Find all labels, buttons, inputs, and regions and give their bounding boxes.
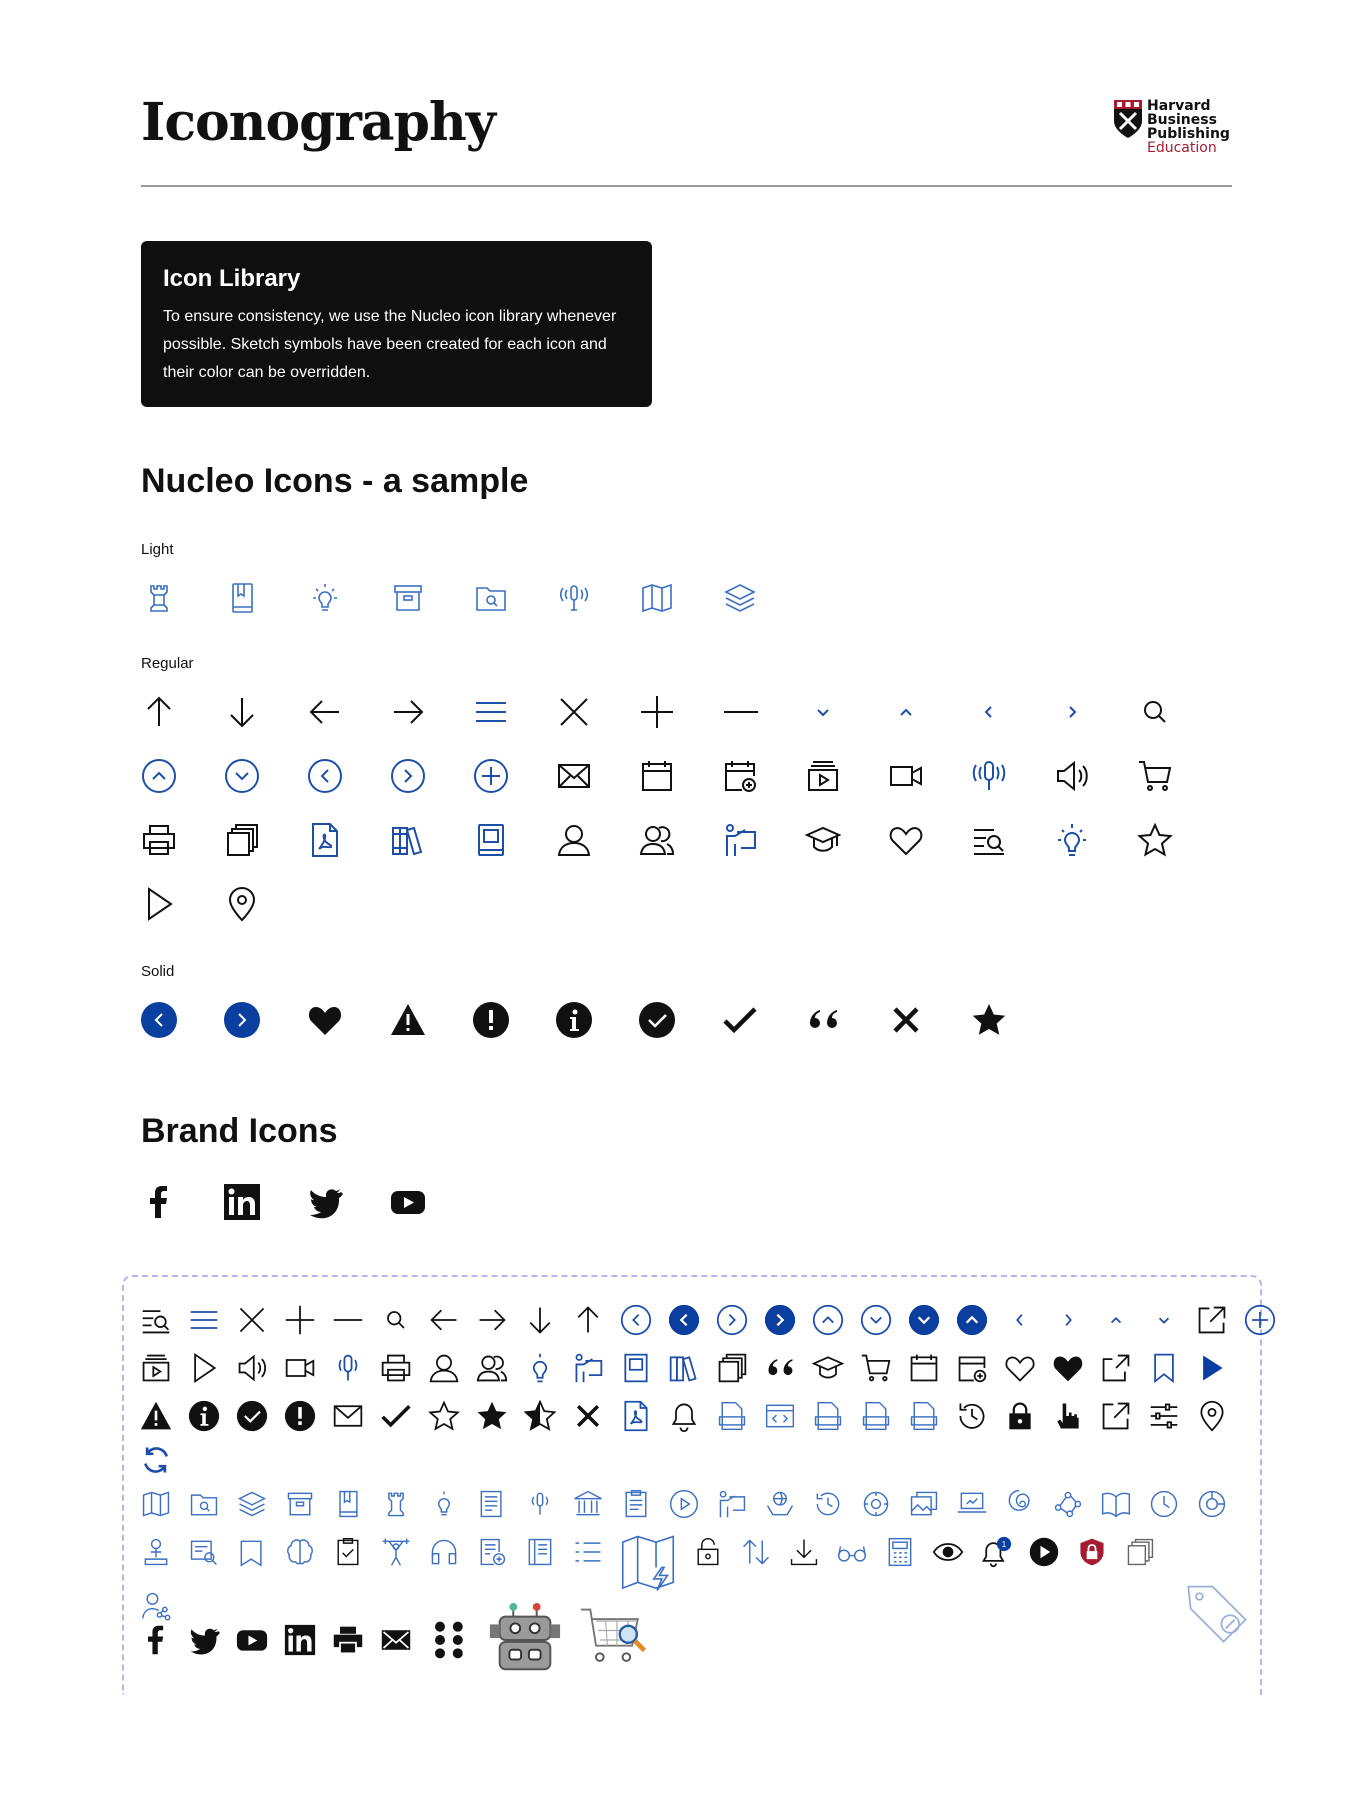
chevron-right-icon	[1054, 692, 1137, 732]
folder-search-icon	[473, 578, 556, 618]
brand-icon-row	[141, 1182, 473, 1222]
heart-solid-icon	[1044, 1348, 1092, 1388]
linkedin-icon	[276, 1620, 324, 1660]
copy-icon	[708, 1348, 756, 1388]
arrow-left-icon	[307, 692, 390, 732]
clock-rewind-icon	[804, 1484, 852, 1524]
sheet-row-8	[132, 1620, 660, 1680]
open-book-icon	[1092, 1484, 1140, 1524]
nucleo-heading: Nucleo Icons - a sample	[141, 462, 529, 500]
book-icon	[324, 1484, 372, 1524]
epub-file-icon	[900, 1396, 948, 1436]
youtube-icon	[390, 1182, 473, 1222]
target-circle-icon	[1188, 1484, 1236, 1524]
graduation-cap-icon	[805, 820, 888, 860]
video-playlist-icon	[132, 1348, 180, 1388]
page-title: Iconography	[141, 92, 495, 153]
user-podium-icon	[132, 1532, 180, 1572]
sheet-row-4	[132, 1440, 180, 1480]
arrow-up-icon	[141, 692, 224, 732]
hands-globe-icon	[756, 1484, 804, 1524]
lightbulb-light-icon	[420, 1484, 468, 1524]
star-solid-icon	[971, 1000, 1054, 1040]
sheet-row-2	[132, 1348, 1236, 1388]
pdf-file-icon	[612, 1396, 660, 1436]
circle-chevron-left-solid-icon	[141, 1000, 224, 1040]
arrow-left-icon	[420, 1300, 468, 1340]
shopping-cart-icon	[1137, 756, 1220, 796]
bank-building-icon	[564, 1484, 612, 1524]
envelope-icon	[324, 1396, 372, 1436]
harvard-shield-icon	[1113, 99, 1143, 139]
clipboard-list-icon	[612, 1484, 660, 1524]
plus-icon	[276, 1300, 324, 1340]
bulleted-list-icon	[564, 1532, 612, 1572]
light-label: Light	[141, 541, 174, 558]
heart-solid-icon	[307, 1000, 390, 1040]
warning-triangle-icon	[132, 1396, 180, 1436]
play-circle-solid-icon	[1020, 1532, 1068, 1572]
warning-triangle-icon	[390, 1000, 473, 1040]
quote-icon	[756, 1348, 804, 1388]
menu-icon	[180, 1300, 228, 1340]
minus-icon	[324, 1300, 372, 1340]
certificate-search-icon	[180, 1532, 228, 1572]
circle-chevron-right-icon	[390, 756, 473, 796]
history-icon	[948, 1396, 996, 1436]
layers-icon	[722, 578, 805, 618]
checkmark-icon	[372, 1396, 420, 1436]
external-link-icon	[1188, 1300, 1236, 1340]
graduation-cap-icon	[804, 1348, 852, 1388]
chess-rook-icon	[141, 578, 224, 618]
podcast-icon	[324, 1348, 372, 1388]
video-camera-icon	[276, 1348, 324, 1388]
star-solid-icon	[468, 1396, 516, 1436]
document-lines-icon	[468, 1484, 516, 1524]
robot-icon	[480, 1600, 570, 1680]
user-icon	[420, 1348, 468, 1388]
circle-play-icon	[660, 1484, 708, 1524]
share-icon	[1092, 1348, 1140, 1388]
close-icon	[228, 1300, 276, 1340]
unlock-icon	[684, 1532, 732, 1572]
svg-text:1: 1	[1001, 1540, 1007, 1550]
circle-chevron-up-icon	[804, 1300, 852, 1340]
facebook-icon	[141, 1182, 224, 1222]
notebook-list-icon	[516, 1532, 564, 1572]
list-search-icon	[132, 1300, 180, 1340]
sort-arrows-icon	[732, 1532, 780, 1572]
podcast-mic-icon	[556, 578, 639, 618]
close-icon	[556, 692, 639, 732]
youtube-icon	[228, 1620, 276, 1660]
refresh-icon	[132, 1440, 180, 1480]
hand-pointer-icon	[1044, 1396, 1092, 1436]
regular-icon-row-4	[141, 884, 307, 924]
solid-icon-row	[141, 1000, 1054, 1040]
users-icon	[639, 820, 722, 860]
code-window-icon	[756, 1396, 804, 1436]
star-outline-icon	[1137, 820, 1220, 860]
minus-icon	[722, 692, 805, 732]
cart-search-icon	[570, 1600, 660, 1680]
check-circle-icon	[639, 1000, 722, 1040]
clipboard-check-icon	[324, 1532, 372, 1572]
twitter-icon	[307, 1182, 390, 1222]
glasses-icon	[828, 1532, 876, 1572]
sliders-icon	[1140, 1396, 1188, 1436]
headphones-icon	[420, 1532, 468, 1572]
logo-line-business: Business	[1147, 112, 1217, 128]
circle-chevron-left-solid-icon	[660, 1300, 708, 1340]
download-icon	[780, 1532, 828, 1572]
lock-solid-icon	[996, 1396, 1044, 1436]
card-body: To ensure consistency, we use the Nucleo icon library whenever possible. Sketch symbols have been created for each icon and their color can be overridden.	[163, 308, 617, 381]
book-bookmark-icon	[228, 1532, 276, 1572]
play-outline-icon	[180, 1348, 228, 1388]
circle-chevron-right-solid-icon	[756, 1300, 804, 1340]
spiral-icon	[996, 1484, 1044, 1524]
archive-box-icon	[276, 1484, 324, 1524]
brain-icon	[276, 1532, 324, 1572]
video-camera-icon	[888, 756, 971, 796]
logo-line-publishing: Publishing	[1147, 126, 1230, 142]
document-add-icon	[468, 1532, 516, 1572]
user-icon	[556, 820, 639, 860]
heart-outline-icon	[996, 1348, 1044, 1388]
circle-plus-icon	[473, 756, 556, 796]
network-nodes-icon	[1044, 1484, 1092, 1524]
regular-icon-row-3	[141, 820, 1220, 860]
chevron-up-icon	[888, 692, 971, 732]
printer-icon	[372, 1348, 420, 1388]
pptx-file-icon	[804, 1396, 852, 1436]
image-gallery-icon	[900, 1484, 948, 1524]
close-bold-icon	[888, 1000, 971, 1040]
notebook-icon	[612, 1348, 660, 1388]
clock-icon	[1140, 1484, 1188, 1524]
check-circle-icon	[228, 1396, 276, 1436]
chevron-left-icon	[971, 692, 1054, 732]
brain-gear-icon	[852, 1484, 900, 1524]
pdf-doc-icon	[852, 1396, 900, 1436]
star-half-icon	[516, 1396, 564, 1436]
play-outline-icon	[141, 884, 224, 924]
linkedin-icon	[224, 1182, 307, 1222]
video-playlist-icon	[805, 756, 888, 796]
calendar-icon	[639, 756, 722, 796]
arrow-right-icon	[468, 1300, 516, 1340]
chevron-up-icon	[1092, 1300, 1140, 1340]
map-lightning-icon	[612, 1532, 684, 1596]
lightbulb-icon	[516, 1348, 564, 1388]
envelope-solid-icon	[372, 1620, 420, 1660]
calculator-icon	[876, 1532, 924, 1572]
list-search-icon	[971, 820, 1054, 860]
copy-light-icon	[1116, 1532, 1164, 1572]
speaker-icon	[228, 1348, 276, 1388]
books-icon	[390, 820, 473, 860]
teacher-board-icon	[708, 1484, 756, 1524]
sheet-row-1	[132, 1300, 1284, 1340]
podcast-mic-icon	[516, 1484, 564, 1524]
circle-plus-icon	[1236, 1300, 1284, 1340]
solid-label: Solid	[141, 963, 175, 980]
bell-icon	[660, 1396, 708, 1436]
envelope-icon	[556, 756, 639, 796]
book-icon	[224, 578, 307, 618]
eye-icon	[924, 1532, 972, 1572]
bookmark-icon	[1140, 1348, 1188, 1388]
lightbulb-icon	[307, 578, 390, 618]
map-pin-icon	[1188, 1396, 1236, 1436]
users-icon	[468, 1348, 516, 1388]
podcast-icon	[971, 756, 1054, 796]
brand-heading: Brand Icons	[141, 1112, 338, 1150]
circle-chevron-right-solid-icon	[224, 1000, 307, 1040]
books-icon	[660, 1348, 708, 1388]
folder-search-icon	[180, 1484, 228, 1524]
price-tag-discount-icon	[1182, 1578, 1252, 1648]
circle-chevron-up-icon	[141, 756, 224, 796]
circle-chevron-left-icon	[612, 1300, 660, 1340]
play-solid-icon	[1188, 1348, 1236, 1388]
circle-chevron-down-icon	[224, 756, 307, 796]
search-icon	[372, 1300, 420, 1340]
facebook-icon	[132, 1620, 180, 1660]
bell-notification-icon	[972, 1532, 1020, 1572]
close-bold-icon	[564, 1396, 612, 1436]
circle-chevron-down-icon	[852, 1300, 900, 1340]
circle-chevron-down-solid-icon	[900, 1300, 948, 1340]
quote-icon	[805, 1000, 888, 1040]
notebook-icon	[473, 820, 556, 860]
header-divider	[141, 185, 1232, 187]
app-grid-dots-icon	[420, 1620, 480, 1660]
open-external-icon	[1092, 1396, 1140, 1436]
speaker-icon	[1054, 756, 1137, 796]
presentation-teacher-icon	[722, 820, 805, 860]
chevron-down-icon	[805, 692, 888, 732]
alert-circle-icon	[276, 1396, 324, 1436]
circle-chevron-left-icon	[307, 756, 390, 796]
map-pin-icon	[224, 884, 307, 924]
printer-icon	[141, 820, 224, 860]
heart-outline-icon	[888, 820, 971, 860]
arrow-down-icon	[224, 692, 307, 732]
copy-icon	[224, 820, 307, 860]
checkmark-icon	[722, 1000, 805, 1040]
card-title: Icon Library	[163, 265, 301, 292]
plus-icon	[639, 692, 722, 732]
harvard-logo	[1113, 99, 1230, 155]
sheet-row-5	[132, 1484, 1236, 1524]
shield-lock-icon	[1068, 1532, 1116, 1572]
weightlifter-icon	[372, 1532, 420, 1572]
calendar-add-icon	[948, 1348, 996, 1388]
logo-line-harvard: Harvard	[1147, 98, 1211, 114]
chevron-left-icon	[996, 1300, 1044, 1340]
regular-icon-row-1	[141, 692, 1220, 732]
info-circle-icon	[180, 1396, 228, 1436]
chevron-down-icon	[1140, 1300, 1188, 1340]
regular-icon-row-2	[141, 756, 1220, 796]
arrow-up-icon	[564, 1300, 612, 1340]
arrow-right-icon	[390, 692, 473, 732]
map-icon	[132, 1484, 180, 1524]
search-icon	[1137, 692, 1220, 732]
logo-line-education: Education	[1147, 140, 1217, 156]
light-icon-row	[141, 578, 805, 618]
chevron-right-icon	[1044, 1300, 1092, 1340]
layers-icon	[228, 1484, 276, 1524]
shopping-cart-icon	[852, 1348, 900, 1388]
presentation-teacher-icon	[564, 1348, 612, 1388]
regular-label: Regular	[141, 655, 194, 672]
xlsx-file-icon	[708, 1396, 756, 1436]
circle-chevron-up-solid-icon	[948, 1300, 996, 1340]
calendar-add-icon	[722, 756, 805, 796]
icon-library-card	[141, 241, 652, 407]
lightbulb-regular-icon	[1054, 820, 1137, 860]
laptop-chart-icon	[948, 1484, 996, 1524]
alert-circle-icon	[473, 1000, 556, 1040]
pdf-file-icon	[307, 820, 390, 860]
sheet-row-6	[132, 1532, 1164, 1596]
arrow-down-icon	[516, 1300, 564, 1340]
archive-box-icon	[390, 578, 473, 618]
info-circle-icon	[556, 1000, 639, 1040]
printer-solid-icon	[324, 1620, 372, 1660]
calendar-icon	[900, 1348, 948, 1388]
map-icon	[639, 578, 722, 618]
star-outline-icon	[420, 1396, 468, 1436]
chess-rook-icon	[372, 1484, 420, 1524]
sheet-row-3	[132, 1396, 1236, 1436]
circle-chevron-right-icon	[708, 1300, 756, 1340]
menu-icon	[473, 692, 556, 732]
twitter-icon	[180, 1620, 228, 1660]
